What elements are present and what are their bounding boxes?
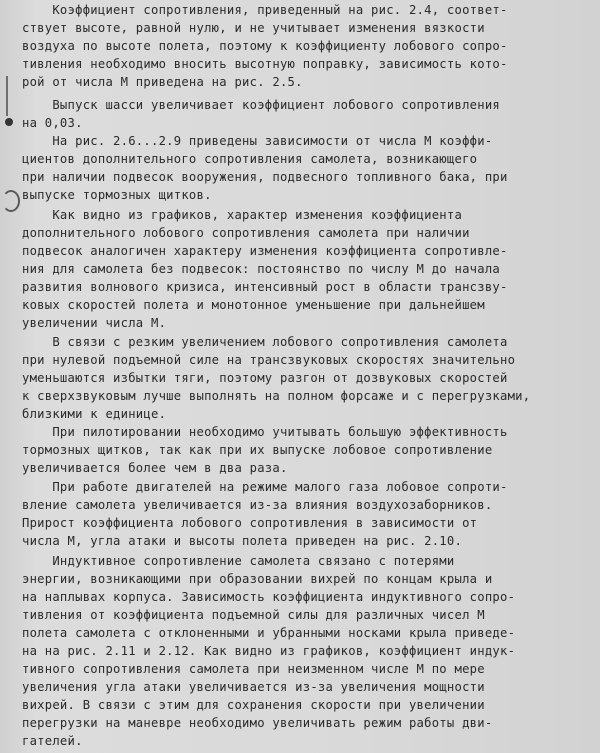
text-line: к сверхзвуковым лучше выполнять на полном форсаже и с перегрузками, [22, 389, 531, 403]
text-line: увеличения угла атаки увеличивается из-за увеличения мощности [22, 680, 485, 694]
text-line: подвесок аналогичен характеру изменения коэффициента сопротивле- [22, 244, 508, 258]
text-line: На рис. 2.6...2.9 приведены зависимости от числа М коэффи- [22, 134, 493, 148]
text-line: развития волнового кризиса, интенсивный рост в области трансзву- [22, 280, 508, 294]
margin-pencil-mark [6, 76, 8, 116]
text-line: Коэффициент сопротивления, приведенный на рис. 2.4, соответ- [22, 3, 508, 17]
text-line: Выпуск шасси увеличивает коэффициент лобового сопротивления [22, 98, 501, 112]
text-line: Индуктивное сопротивление самолета связано с потерями [22, 554, 455, 568]
text-line: увеличивается более чем в два раза. [22, 461, 288, 475]
text-line: гателей. [22, 734, 83, 748]
text-line: близкими к единице. [22, 407, 167, 421]
text-line: при наличии подвесок вооружения, подвесного топливного бака, при [22, 170, 508, 184]
text-line: вление самолета увеличивается из-за влияния воздухозаборников. [22, 498, 493, 512]
margin-dot-mark [5, 118, 13, 126]
margin-circle-mark [2, 190, 20, 212]
text-line: ствует высоте, равной нулю, и не учитывает изменения вязкости [22, 21, 485, 35]
text-line: рой от числа М приведена на рис. 2.5. [22, 75, 303, 89]
text-line: увеличении числа М. [22, 316, 167, 330]
text-line: на 0,03. [22, 116, 83, 130]
text-line: ковых скоростей полета и монотонное уменьшение при дальнейшем [22, 298, 485, 312]
text-line: ния для самолета без подвесок: постоянство по числу М до начала [22, 262, 501, 276]
text-line: при нулевой подъемной силе на трансзвуковых скоростях значительно [22, 353, 516, 367]
text-line: энергии, возникающими при образовании вихрей по концам крыла и [22, 572, 493, 586]
text-line: тормозных щитков, так как при их выпуске лобовое сопротивление [22, 443, 493, 457]
text-line: дополнительного лобового сопротивления самолета при наличии [22, 226, 470, 240]
text-line: В связи с резким увеличением лобового сопротивления самолета [22, 335, 508, 349]
text-line: на на рис. 2.11 и 2.12. Как видно из графиков, коэффициент индук- [22, 644, 516, 658]
text-line: воздуха по высоте полета, поэтому к коэффициенту лобового сопро- [22, 39, 508, 53]
text-line: перегрузки на маневре необходимо увеличивать режим работы дви- [22, 716, 493, 730]
text-line: тивления необходимо вносить высотную поправку, зависимость кото- [22, 57, 508, 71]
text-line: полета самолета с отклоненными и убранными носками крыла приведе- [22, 626, 516, 640]
text-line: выпуске тормозных щитков. [22, 188, 212, 202]
text-line: тивного сопротивления самолета при неизменном числе М по мере [22, 662, 485, 676]
text-line: числа М, угла атаки и высоты полета приведен на рис. 2.10. [22, 534, 463, 548]
text-line: Как видно из графиков, характер изменения коэффициента [22, 208, 463, 222]
text-line: Прирост коэффициента лобового сопротивления в зависимости от [22, 516, 478, 530]
text-line: тивления от коэффициента подъемной силы для различных чисел М [22, 608, 485, 622]
text-line: При работе двигателей на режиме малого газа лобовое сопроти- [22, 480, 508, 494]
text-line: уменьшаются избытки тяги, поэтому разгон от дозвуковых скоростей [22, 371, 508, 385]
text-line: на наплывах корпуса. Зависимость коэффициента индуктивного сопро- [22, 590, 516, 604]
text-line: циентов дополнительного сопротивления самолета, возникающего [22, 152, 478, 166]
text-line: При пилотировании необходимо учитывать большую эффективность [22, 425, 508, 439]
text-line: вихрей. В связи с этим для сохранения скорости при увеличении [22, 698, 485, 712]
